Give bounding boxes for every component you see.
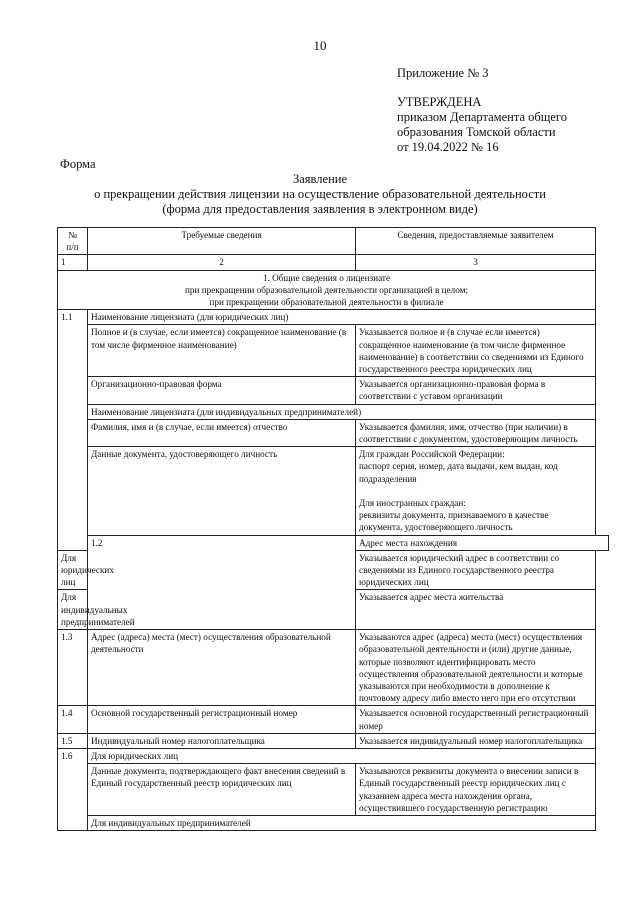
table-row	[58, 764, 609, 816]
approval-line-1: приказом Департамента общего	[397, 110, 567, 124]
col-number-3: 3	[356, 255, 596, 270]
header-num: № п/п	[58, 228, 88, 255]
row-number: 1.4	[58, 706, 88, 733]
table-header-row	[58, 228, 609, 255]
header-required: Требуемые сведения	[88, 228, 356, 255]
table-row	[58, 447, 609, 535]
group-title: Наименование лицензиата (для юридических лиц)	[88, 310, 596, 325]
provided-cell: Указывается юридический адрес в соответствии со сведениями из Единого государственного реестра юридических лиц	[356, 550, 596, 590]
group-title: Наименование лицензиата (для индивидуальных предпринимателей)	[88, 404, 596, 419]
table-row	[58, 377, 609, 404]
required-cell: Фамилия, имя и (в случае, если имеется) отчество	[88, 419, 356, 446]
provided-cell: Указывается основной государственный регистрационный номер	[356, 706, 596, 733]
table-row	[58, 325, 609, 377]
provided-cell: Указывается организационно-правовая форма в соответствии с уставом организации	[356, 377, 596, 404]
provided-cell: Указываются адрес (адреса) места (мест) осуществления образовательной деятельности и (или) другие данные, которые позволяют идентифицировать место осуществления образовательной деятельности и которые указываются при необходимости в дополнение к почтовому адресу либо вместо него при его отсутствии	[356, 630, 596, 706]
table-row	[58, 630, 609, 706]
required-cell: Индивидуальный номер налогоплательщика	[88, 733, 356, 748]
table-row	[58, 748, 609, 763]
col-number-1: 1	[58, 255, 88, 270]
provided-cell: Указывается полное и (в случае если имеется) сокращенное наименование (в том числе фирменное наименование) в соответствии со сведениями из Единого государственного реестра юридических лиц	[356, 325, 596, 377]
row-number: 1.1	[58, 310, 88, 551]
table-row	[58, 733, 609, 748]
required-cell: Основной государственный регистрационный номер	[88, 706, 356, 733]
header-provided: Сведения, предоставляемые заявителем	[356, 228, 596, 255]
table-row	[58, 404, 609, 419]
provided-cell: Для граждан Российской Федерации: паспорт серия, номер, дата выдачи, кем выдан, код подразделения Для иностранных граждан: реквизиты документа, признаваемого в качестве документа, удостоверяющего личность	[356, 447, 596, 535]
heading-line-2: (форма для предоставления заявления в электронном виде)	[162, 202, 478, 216]
provided-cell: Указывается индивидуальный номер налогоплательщика	[356, 733, 596, 748]
heading-title: Заявление	[292, 172, 347, 186]
group-title: Для юридических лиц	[88, 748, 596, 763]
appendix-label: Приложение № 3	[397, 66, 489, 80]
required-cell: Данные документа, удостоверяющего личность	[88, 447, 356, 535]
approval-line-3: от 19.04.2022 № 16	[397, 140, 499, 154]
page-number: 10	[313, 38, 327, 53]
required-cell: Полное и (в случае, если имеется) сокращенное наименование (в том числе фирменное наименование)	[88, 325, 356, 377]
row-number: 1.3	[58, 630, 88, 706]
document-heading	[0, 172, 640, 217]
column-numbers-row	[58, 255, 609, 270]
application-table	[57, 227, 609, 831]
table-row	[58, 419, 609, 446]
required-cell: Адрес (адреса) места (мест) осуществления образовательной деятельности	[88, 630, 356, 706]
required-cell: Организационно-правовая форма	[88, 377, 356, 404]
col-number-2: 2	[88, 255, 356, 270]
section-1-title-row	[58, 270, 609, 310]
provided-cell: Указываются реквизиты документа о внесении записи в Единый государственный реестр юридических лиц с указанием адреса места нахождения органа, осуществившего государственную регистрацию	[356, 764, 596, 816]
heading-line-1: о прекращении действия лицензии на осуществление образовательной деятельности	[94, 187, 546, 201]
table-row	[58, 815, 609, 830]
provided-cell: Указывается адрес места жительства	[356, 590, 596, 630]
approved-label: УТВЕРЖДЕНА	[397, 95, 482, 109]
approval-line-2: образования Томской области	[397, 125, 556, 139]
required-cell: Для индивидуальных предпринимателей	[58, 590, 88, 630]
form-label: Форма	[60, 157, 96, 171]
provided-cell: Указывается фамилия, имя, отчество (при наличии) в соответствии с документом, удостоверяющим личность	[356, 419, 596, 446]
group-title: Для индивидуальных предпринимателей	[88, 815, 596, 830]
group-title: Адрес места нахождения	[356, 535, 609, 550]
section-1-title: 1. Общие сведения о лицензиате при прекращении образовательной деятельности организацией в целом; при прекращении образовательной деятельности в филиале	[58, 270, 596, 310]
table-row	[58, 310, 609, 325]
table-row	[58, 535, 609, 550]
row-number: 1.2	[88, 535, 356, 629]
required-cell: Для юридических лиц	[58, 550, 88, 590]
required-cell: Данные документа, подтверждающего факт внесения сведений в Единый государственный реестр юридических лиц	[88, 764, 356, 816]
table-row	[58, 706, 609, 733]
row-number: 1.6	[58, 748, 88, 830]
approval-block	[397, 66, 567, 155]
row-number: 1.5	[58, 733, 88, 748]
